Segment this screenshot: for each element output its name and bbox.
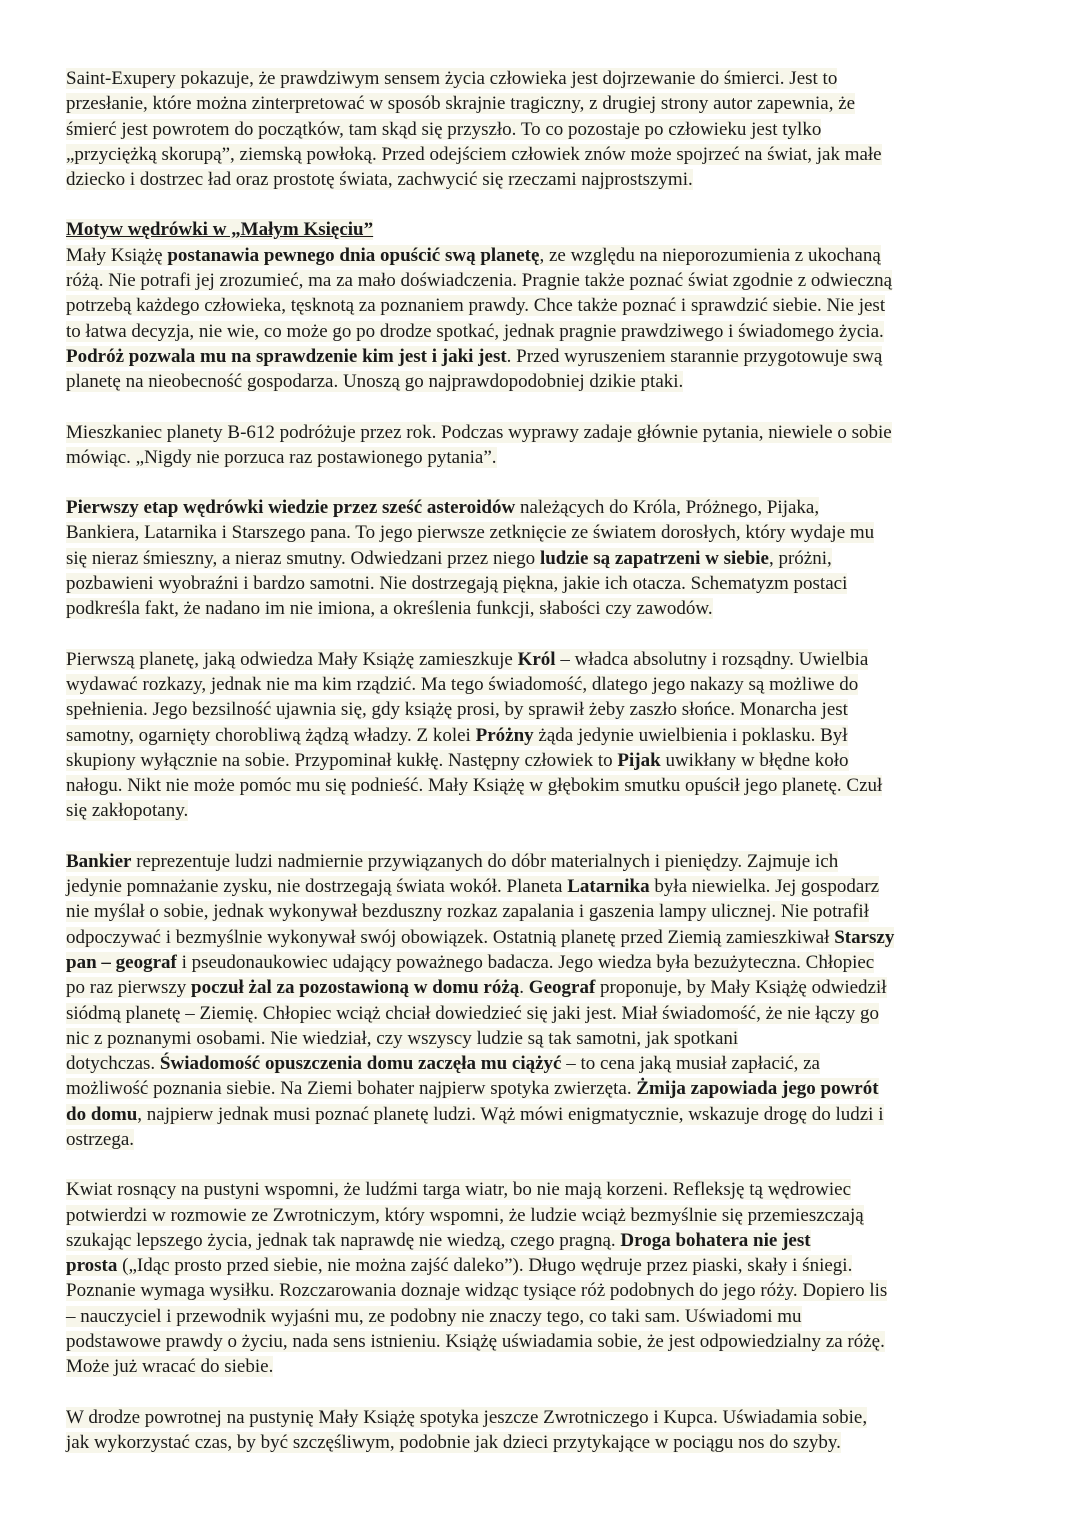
text-run: Kwiat rosnący na pustyni wspomni, że ludźmi targa wiatr, bo nie mają korzeni. Refleksję tą wędrowiec (66, 1179, 852, 1201)
line-highlight (66, 1306, 802, 1327)
text-run: Poznanie wymaga wysiłku. Rozczarowania doznaje widząc tysiące róż podobnych do jego róży. Dopiero lis (66, 1280, 888, 1302)
text-run: dotychczas. (66, 1053, 160, 1075)
line-highlight (66, 901, 869, 922)
text-run: jak wykorzystać czas, by być szczęśliwym, podobnie jak dzieci przytykające w pociągu nos do szyby. (66, 1431, 841, 1453)
text-run: , ze względu na nieporozumienia z ukochaną (539, 244, 881, 266)
line-highlight (66, 295, 885, 316)
text-run: („Idąc prosto przed siebie, nie można zajść daleko”). Długo wędruje przez piaski, skały i śniegi. (117, 1255, 853, 1277)
text-run: należących do Króla, Próżnego, Pijaka, (515, 497, 820, 519)
line-highlight (66, 447, 497, 468)
line-highlight (66, 1028, 738, 1049)
text-run: potrzebą każdego człowieka, tęsknotą za poznaniem prawdy. Chce także poznać i sprawdzić siebie. Nie jest (66, 295, 886, 317)
text-line (66, 1405, 1020, 1430)
paragraph-pierwszy-etap (66, 495, 1020, 621)
text-line (66, 1430, 1020, 1455)
line-highlight (66, 144, 882, 165)
line-highlight (66, 1407, 867, 1428)
text-line (66, 546, 1020, 571)
bold-phrase: Pijak (617, 749, 661, 771)
text-line (66, 975, 1020, 1000)
line-highlight (66, 1255, 852, 1276)
text-line (66, 798, 1020, 823)
line-highlight (66, 1179, 851, 1200)
text-line (66, 849, 1020, 874)
text-run: samotny, ogarnięty chorobliwą żądzą władzy. Z kolei (66, 724, 476, 746)
text-line (66, 874, 1020, 899)
paragraph-krol-prozny-pijak (66, 647, 1020, 824)
line-highlight (66, 68, 837, 89)
text-line (66, 445, 1020, 470)
bold-phrase: postanawia pewnego dnia opuścić swą planetę (167, 244, 540, 266)
text-line (66, 369, 1020, 394)
line-highlight (66, 800, 188, 821)
bold-phrase: Droga bohatera nie jest (620, 1229, 811, 1251)
text-run: Saint-Exupery pokazuje, że prawdziwym sensem życia człowieka jest dojrzewanie do śmierci. Jest to (66, 68, 838, 89)
section-heading: Motyw wędrówki w „Małym Księciu” (66, 219, 374, 241)
line-highlight (66, 674, 858, 695)
text-line (66, 319, 1020, 344)
line-highlight (66, 598, 713, 619)
line-highlight (66, 1331, 885, 1352)
bold-phrase: Podróż pozwala mu na sprawdzenie kim jest i jaki jest (66, 345, 507, 367)
text-run: podkreśla fakt, że nadano im nie imiona, a określenia funkcji, słabości czy zawodów. (66, 598, 713, 620)
text-line (66, 1001, 1020, 1026)
line-highlight (66, 927, 894, 948)
text-run: się zakłopotany. (66, 800, 189, 822)
text-line (66, 647, 1020, 672)
text-line (66, 1228, 1020, 1253)
text-run: Mały Książę (66, 244, 168, 266)
line-highlight (66, 270, 892, 291)
text-line (66, 899, 1020, 924)
text-run: proponuje, by Mały Książę odwiedził (595, 977, 887, 999)
text-run: mówiąc. „Nigdy nie porzuca raz postawionego pytania”. (66, 446, 497, 468)
text-run: skupiony wyłącznie na sobie. Przypominał kukłę. Następny człowiek to (66, 749, 618, 771)
line-highlight (66, 725, 848, 746)
line-highlight (66, 522, 874, 543)
bold-phrase: prosta (66, 1255, 118, 1277)
text-line (66, 723, 1020, 748)
line-highlight (66, 371, 683, 392)
text-run: różą. Nie potrafi jej zrozumieć, ma za mało doświadczenia. Pragnie także poznać świat zgodnie z odwieczną (66, 270, 893, 292)
line-highlight (66, 1205, 864, 1226)
text-line (66, 1127, 1020, 1152)
text-run: przesłanie, które można zinterpretować w sposób skrajnie tragiczny, z drugiej strony autor zapewnia, że (66, 93, 856, 115)
line-highlight (66, 497, 819, 518)
line-highlight (66, 1356, 273, 1377)
text-run: wydawać rozkazy, jednak nie ma kim rządzić. Ma tego świadomość, dlatego jego nakazy są możliwe do (66, 673, 859, 695)
text-line (66, 1177, 1020, 1202)
text-run: Mieszkaniec planety B-612 podróżuje przez rok. Podczas wyprawy zadaje głównie pytania, niewiele o sobie (66, 421, 892, 443)
text-run: ostrzega. (66, 1128, 135, 1150)
text-run: to łatwa decyzja, nie wie, co może go po drodze spotkać, jednak pragnie prawdziwego i świadomego życia. (66, 320, 884, 342)
text-run: Może już wracać do siebie. (66, 1356, 274, 1378)
line-highlight (66, 1003, 879, 1024)
text-line (66, 217, 1020, 242)
text-run: – to cena jaką musiał zapłacić, za (561, 1053, 820, 1075)
bold-phrase: Świadomość opuszczenia domu zaczęła mu ciążyć (159, 1053, 562, 1075)
text-run: jedynie pomnażanie zysku, nie dostrzegają świata wokół. Planeta (66, 876, 568, 898)
line-highlight (66, 977, 887, 998)
text-run: . Przed wyruszeniem starannie przygotowuje swą (506, 345, 883, 367)
text-line (66, 1203, 1020, 1228)
text-line (66, 142, 1020, 167)
line-highlight (66, 1078, 879, 1099)
text-run: planetę na nieobecność gospodarza. Unoszą go najprawdopodobniej dzikie ptaki. (66, 371, 684, 393)
line-highlight (66, 1129, 134, 1150)
bold-phrase: Pierwszy etap wędrówki wiedzie przez sześć asteroidów (66, 497, 516, 519)
text-run: podstawowe prawdy o życiu, nada sens istnieniu. Książę uświadamia sobie, że jest odpowiedzialny za różę. (66, 1331, 885, 1353)
line-highlight (66, 1280, 887, 1301)
text-line (66, 672, 1020, 697)
text-run: możliwość poznania siebie. Na Ziemi bohater najpierw spotyka zwierzęta. (66, 1078, 637, 1100)
text-line (66, 1051, 1020, 1076)
text-line (66, 1329, 1020, 1354)
text-run: była niewielka. Jej gospodarz (649, 876, 880, 898)
line-highlight (66, 1230, 811, 1251)
paragraph-dojrzewanie (66, 66, 1020, 192)
text-line (66, 596, 1020, 621)
line-highlight (66, 573, 847, 594)
line-highlight (66, 346, 882, 367)
text-run: Pierwszą planetę, jaką odwiedza Mały Książę zamieszkuje (66, 648, 518, 670)
text-line (66, 697, 1020, 722)
bold-phrase: poczuł żal za pozostawioną w domu różą (191, 977, 520, 999)
text-line (66, 520, 1020, 545)
text-run: nie myślał o sobie, jednak wykonywał bezduszny rozkaz zapalania i gaszenia lampy ulicznej. Nie potrafił (66, 901, 869, 923)
line-highlight (66, 851, 838, 872)
text-run: odpoczywać i bezmyślnie wykonywał swój obowiązek. Ostatnią planetę przed Ziemią zamieszkiwał (66, 926, 835, 948)
text-run: , próżni, (768, 547, 832, 569)
bold-phrase: Próżny (475, 724, 534, 746)
paragraph-kwiat-lis (66, 1177, 1020, 1379)
text-line (66, 66, 1020, 91)
text-run: . (519, 977, 529, 999)
text-line (66, 268, 1020, 293)
paragraph-droga-powrotna (66, 1405, 1020, 1456)
bold-phrase: Król (517, 648, 556, 670)
paragraph-motyw-wedrowki (66, 217, 1020, 394)
line-highlight (66, 321, 884, 342)
line-highlight (66, 548, 832, 569)
text-run: się nieraz śmieszny, a nieraz smutny. Odwiedzani przez niego (66, 547, 540, 569)
line-highlight (66, 699, 848, 720)
text-line (66, 344, 1020, 369)
text-line (66, 748, 1020, 773)
line-highlight (66, 876, 879, 897)
text-run: pozbawieni wyobraźni i bardzo samotni. Nie dostrzegają piękna, jakie ich otacza. Schematyzm postaci (66, 573, 848, 595)
text-line (66, 1253, 1020, 1278)
text-line (66, 420, 1020, 445)
text-run: śmierć jest powrotem do początków, tam skąd się przyszło. To co pozostaje po człowieku jest tylko (66, 118, 822, 140)
paragraph-bankier-latarnik-geograf (66, 849, 1020, 1153)
text-line (66, 167, 1020, 192)
text-run: po raz pierwszy (66, 977, 192, 999)
text-run: szukając lepszego życia, jednak tak naprawdę nie wiedzą, czego pragną. (66, 1229, 621, 1251)
paragraph-planeta-b612 (66, 420, 1020, 471)
text-line (66, 293, 1020, 318)
text-run: Bankiera, Latarnika i Starszego pana. To jego pierwsze zetknięcie ze światem dorosłych, który wydaje mu (66, 522, 875, 544)
line-highlight (66, 1104, 884, 1125)
line-highlight (66, 422, 892, 443)
bold-phrase: do domu (66, 1103, 138, 1125)
text-run: żąda jedynie uwielbienia i poklasku. Był (533, 724, 848, 746)
text-line (66, 1026, 1020, 1051)
text-line (66, 950, 1020, 975)
bold-phrase: Starszy (834, 926, 895, 948)
text-run: , najpierw jednak musi poznać planetę ludzi. Wąż mówi enigmatycznie, wskazuje drogę do ludzi i (137, 1103, 884, 1125)
bold-phrase: Geograf (528, 977, 596, 999)
text-run: uwikłany w błędne koło (660, 749, 849, 771)
line-highlight (66, 219, 373, 240)
bold-phrase: pan – geograf (66, 951, 177, 973)
text-line (66, 1278, 1020, 1303)
text-run: reprezentuje ludzi nadmiernie przywiązanych do dóbr materialnych i pieniędzy. Zajmuje ich (131, 850, 839, 872)
text-line (66, 571, 1020, 596)
bold-phrase: ludzie są zapatrzeni w siebie (539, 547, 769, 569)
text-line (66, 1102, 1020, 1127)
line-highlight (66, 169, 693, 190)
bold-phrase: Bankier (66, 850, 132, 872)
line-highlight (66, 245, 881, 266)
text-run: siódmą planetę – Ziemię. Chłopiec wciąż chciał dowiedzieć się jaki jest. Miał świadomość, że nie łączy go (66, 1002, 880, 1024)
text-run: – władca absolutny i rozsądny. Uwielbia (555, 648, 869, 670)
text-line (66, 1076, 1020, 1101)
text-line (66, 1354, 1020, 1379)
text-line (66, 243, 1020, 268)
line-highlight (66, 1432, 841, 1453)
bold-phrase: Latarnika (567, 876, 650, 898)
line-highlight (66, 952, 874, 973)
text-line (66, 773, 1020, 798)
text-line (66, 925, 1020, 950)
line-highlight (66, 775, 882, 796)
text-run: – nauczyciel i przewodnik wyjaśni mu, ze podobny nie znaczy tego, co taki sam. Uświadomi mu (66, 1305, 802, 1327)
bold-phrase: Żmija zapowiada jego powrót (636, 1078, 879, 1100)
line-highlight (66, 119, 821, 140)
text-run: dziecko i dostrzec ład oraz prostotę świata, zachwycić się rzeczami najprostszymi. (66, 169, 693, 191)
text-run: i pseudonaukowiec udający poważnego badacza. Jego wiedza była bezużyteczna. Chłopiec (176, 951, 875, 973)
text-run: „przyciężką skorupą”, ziemską powłoką. Przed odejściem człowiek znów może spojrzeć na świat, jak małe (66, 143, 882, 165)
line-highlight (66, 93, 855, 114)
text-run: spełnienia. Jego bezsilność ujawnia się, gdy książę prosi, by sprawił żeby zaszło słońce. Monarcha jest (66, 699, 848, 721)
text-run: W drodze powrotnej na pustynię Mały Książę spotyka jeszcze Zwrotniczego i Kupca. Uświadamia sobie, (66, 1406, 868, 1428)
text-run: nałogu. Nikt nie może pomóc mu się podnieść. Mały Książę w głębokim smutku opuścił jego planetę. Czuł (66, 775, 883, 797)
line-highlight (66, 750, 849, 771)
text-run: nic z poznanymi osobami. Nie wiedział, czy wszyscy ludzie są tak samotni, jak spotkani (66, 1027, 739, 1049)
text-line (66, 495, 1020, 520)
text-line (66, 117, 1020, 142)
text-line (66, 1304, 1020, 1329)
text-run: potwierdzi w rozmowie ze Zwrotniczym, który wspomni, że ludzie wciąż bezmyślnie się przemieszczają (66, 1204, 864, 1226)
line-highlight (66, 649, 868, 670)
line-highlight (66, 1053, 820, 1074)
text-line (66, 91, 1020, 116)
